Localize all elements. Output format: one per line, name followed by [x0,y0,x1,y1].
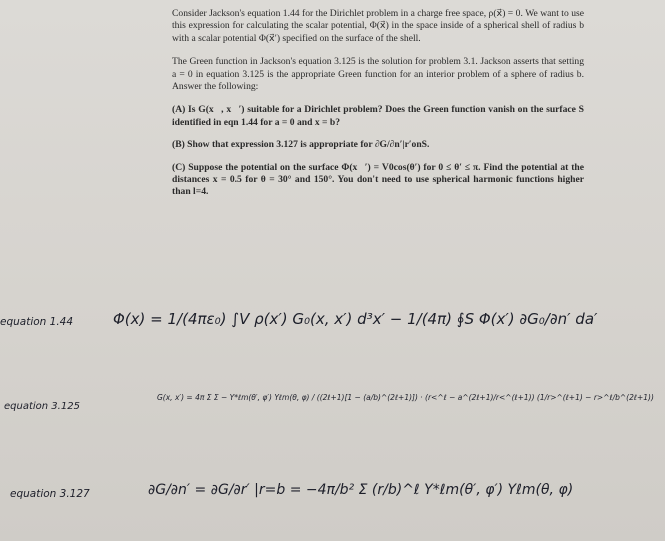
typed-problem-text [172,8,584,199]
green-function-paragraph: The Green function in Jackson's equation 3.125 is the solution for problem 3.1. Jackson asserts that setting a = 0 in equation 3.125 is the appropriate Green function for an interior problem of a sphere of radius b. Answer the following: [172,56,584,93]
eq3125-label: equation 3.125 [4,401,80,412]
eq144-formula: Φ(x) = 1/(4πε₀) ∫V ρ(x′) G₀(x, x′) d³x′ − 1/(4π) ∮S Φ(x′) ∂G₀/∂n′ da′ [113,310,598,328]
question-c: (C) Suppose the potential on the surface Φ(x⃗′) = V0cos(θ′) for 0 ≤ θ′ ≤ π. Find the potential at the distances x = 0.5 for θ = 30° and 150°. You don't need to use spherical harmonic functions higher than l=4. [172,161,584,198]
eq144-label: equation 1.44 [0,316,74,328]
intro-paragraph: Consider Jackson's equation 1.44 for the Dirichlet problem in a charge free space, ρ(x⃗) = 0. We want to use this expression for calculating the scalar potential, Φ(x⃗) in the space inside of a spherical shell of radius b with a scalar potential Φ(x⃗′) specified on the surface of the shell. [172,8,584,44]
eq3125-formula: G(x, x′) = 4π Σ Σ − Y*ℓm(θ′, φ′) Yℓm(θ, φ) / ((2ℓ+1)[1 − (a/b)^(2ℓ+1)]) · (r<^ℓ − a^(2ℓ+1)/r<^(ℓ+1)) (1/r>^(ℓ+1) − r>^ℓ/b^(2ℓ+1)) [157,393,654,402]
eq3127-formula: ∂G/∂n′ = ∂G/∂r′ |r=b = −4π/b² Σ (r/b)^ℓ Y*ℓm(θ′, φ′) Yℓm(θ, φ) [148,482,574,498]
question-a: (A) Is G(x⃗, x⃗′) suitable for a Dirichlet problem? Does the Green function vanish on the surface S identified in eqn 1.44 for a = 0 and x = b? [172,104,584,128]
question-b: (B) Show that expression 3.127 is appropriate for ∂G/∂n′|r′onS. [172,139,430,151]
eq3127-label: equation 3.127 [10,488,90,500]
